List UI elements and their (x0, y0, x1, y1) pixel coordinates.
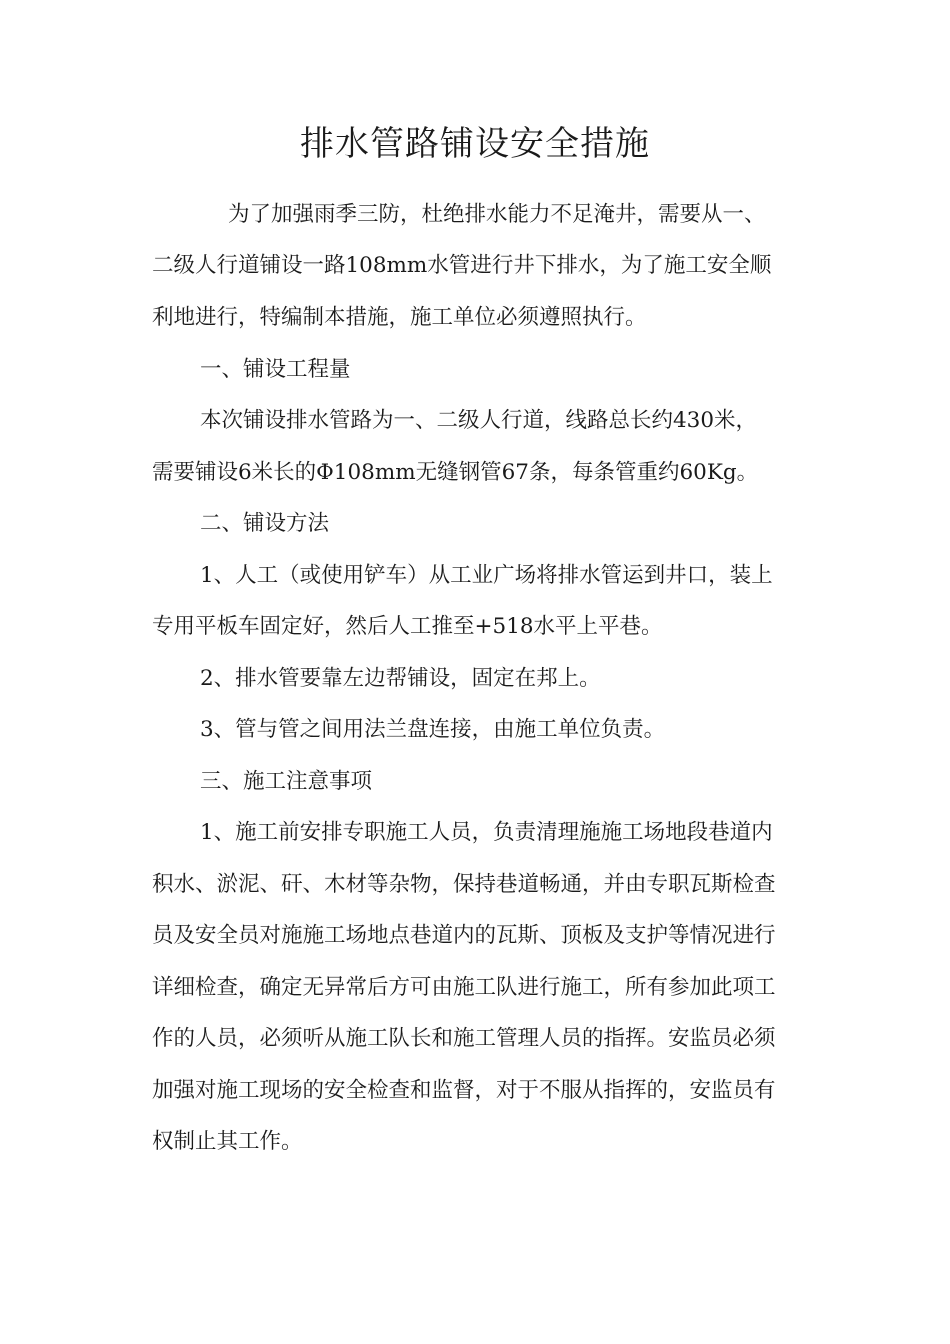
paragraph-line: 2、排水管要靠左边帮铺设，固定在邦上。 (200, 666, 601, 691)
paragraph-line: 1、施工前安排专职施工人员，负责清理施施工场地段巷道内 (200, 820, 773, 845)
paragraph-line: 详细检查，确定无异常后方可由施工队进行施工，所有参加此项工 (152, 975, 776, 1000)
paragraph-line: 专用平板车固定好，然后人工推至+518水平上平巷。 (152, 614, 663, 639)
paragraph-line: 权制止其工作。 (152, 1129, 303, 1154)
section-heading: 三、施工注意事项 (200, 769, 373, 794)
section-heading: 一、铺设工程量 (200, 357, 351, 382)
paragraph-line: 加强对施工现场的安全检查和监督，对于不服从指挥的，安监员有 (152, 1078, 776, 1103)
document-title: 排水管路铺设安全措施 (300, 124, 650, 164)
paragraph-line: 为了加强雨季三防，杜绝排水能力不足淹井，需要从一、 (228, 202, 766, 227)
paragraph-line: 需要铺设6米长的Φ108mm无缝钢管67条，每条管重约60Kg。 (152, 460, 759, 485)
paragraph-line: 3、管与管之间用法兰盘连接，由施工单位负责。 (200, 717, 666, 742)
section-heading: 二、铺设方法 (200, 511, 330, 536)
paragraph-line: 1、人工（或使用铲车）从工业广场将排水管运到井口，装上 (200, 563, 773, 588)
paragraph-line: 本次铺设排水管路为一、二级人行道，线路总长约430米， (200, 408, 758, 433)
paragraph-line: 作的人员，必须听从施工队长和施工管理人员的指挥。安监员必须 (152, 1026, 776, 1051)
paragraph-line: 积水、淤泥、矸、木材等杂物，保持巷道畅通，并由专职瓦斯检查 (152, 872, 776, 897)
paragraph-line: 二级人行道铺设一路108mm水管进行井下排水，为了施工安全顺 (152, 253, 772, 278)
paragraph-line: 员及安全员对施施工场地点巷道内的瓦斯、顶板及支护等情况进行 (152, 923, 776, 948)
paragraph-line: 利地进行，特编制本措施，施工单位必须遵照执行。 (152, 305, 647, 330)
